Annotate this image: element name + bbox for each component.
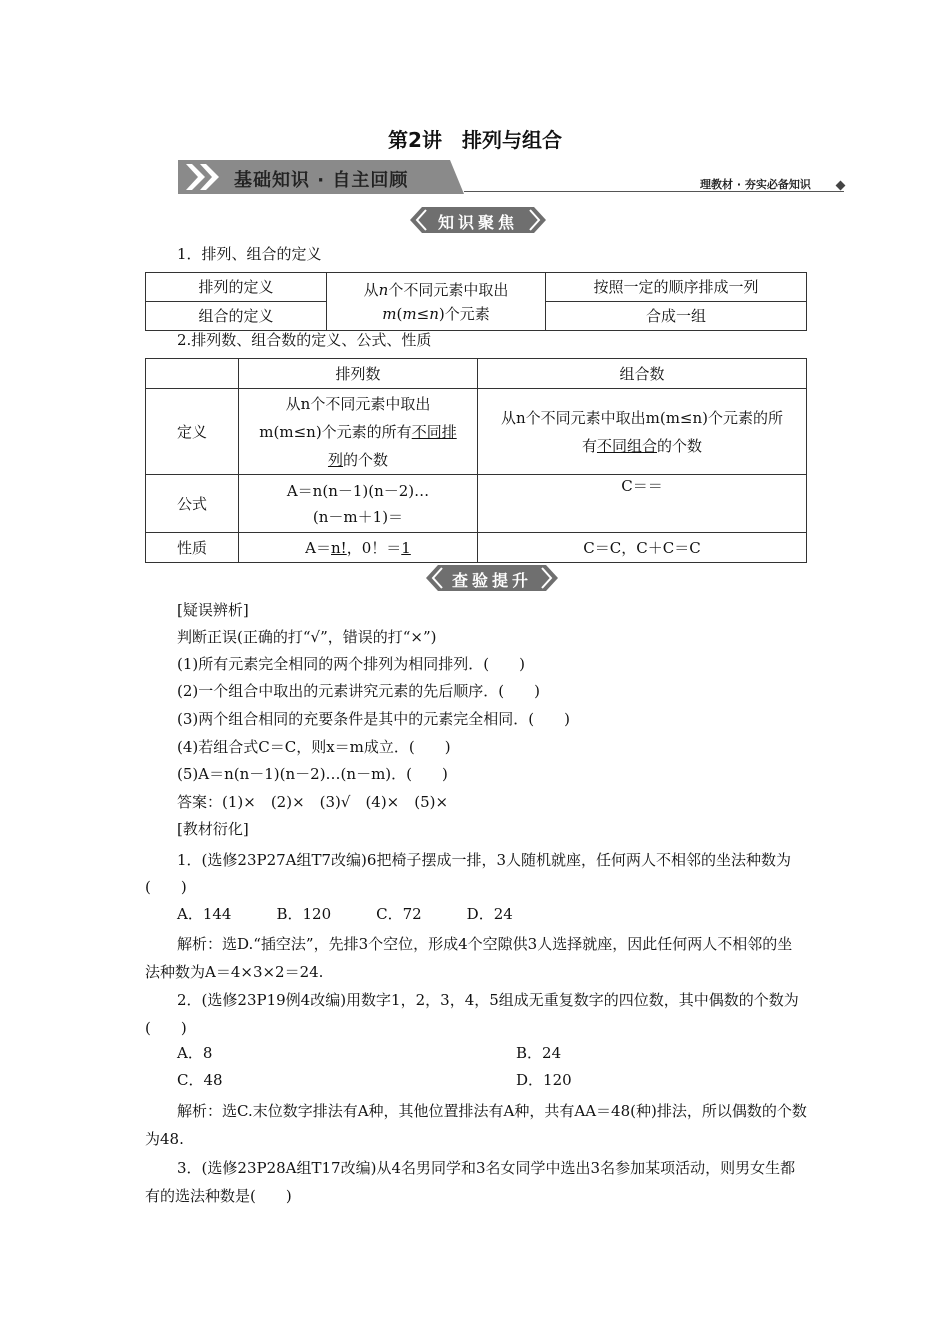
label-misconception: [疑误辨析] [177, 601, 249, 619]
question-2: 2．(选修23P19例4改编)用数字1，2，3，4，5组成无重复数字的四位数，其中偶数的个数为( ) [145, 991, 799, 1037]
header-blank [146, 359, 239, 389]
row-property-label: 性质 [146, 533, 239, 563]
row-def-label: 定义 [146, 389, 239, 475]
label-textbook: [教材衍化] [177, 820, 249, 838]
section1-heading: 1．排列、组合的定义 [177, 245, 322, 263]
formula-comb-cell: C＝＝ [478, 475, 807, 533]
def-comb-cell: 从n个不同元素中取出m(m≤n)个元素的所 有不同组合的个数 [478, 389, 807, 475]
judge-item-3: (3)两个组合相同的充要条件是其中的元素完全相同．( ) [177, 710, 570, 728]
row-formula-label: 公式 [146, 475, 239, 533]
formula-perm-cell: A＝n(n－1)(n－2)… (n－m＋1)＝ [239, 475, 478, 533]
question-1: 1．(选修23P27A组T7改编)6把椅子摆成一排，3人随机就座，任何两人不相邻的坐法种数为( ) [145, 851, 791, 896]
formula-table [145, 358, 807, 563]
pill-label-check: 查验提升 [451, 571, 532, 590]
option-2c: C．48 [177, 1071, 223, 1089]
prop-perm-cell: A＝n!，0！＝1 [239, 533, 478, 563]
judge-item-5: (5)A＝n(n－1)(n－2)…(n－m)．( ) [177, 765, 448, 783]
question-3: 3．(选修23P28A组T17改编)从4名男同学和3名女同学中选出3名参加某项活动，则男女生都有的选法种数是( ) [145, 1159, 796, 1205]
banner-label: 基础知识 · 自主回顾 [234, 170, 409, 191]
question-1-solution: 解析：选D.“插空法”，先排3个空位，形成4个空隙供3人选择就座，因此任何两人不相邻的坐法种数为A＝4×3×2＝24. [145, 935, 793, 981]
def-perm-cell: 从n个不同元素中取出 m(m≤n)个元素的所有不同排 列的个数 [239, 389, 478, 475]
cell-comb-def: 组合的定义 [146, 302, 327, 331]
section2-heading: 2.排列数、组合数的定义、公式、性质 [177, 331, 432, 349]
option-2a: A．8 [177, 1044, 213, 1062]
pill-label-knowledge: 知识聚焦 [437, 213, 518, 232]
prop-comb-cell: C＝C，C＋C＝C [478, 533, 807, 563]
option-2b: B．24 [516, 1044, 562, 1062]
header-perm: 排列数 [239, 359, 478, 389]
definition-table [145, 272, 807, 331]
question-2-solution: 解析：选C.末位数字排法有A种，其他位置排法有A种，共有AA＝48(种)排法，所以偶数的个数为48. [145, 1102, 807, 1148]
cell-perm-def: 排列的定义 [146, 273, 327, 302]
cell-perm-action: 按照一定的顺序排成一列 [546, 273, 807, 302]
judge-item-2: (2)一个组合中取出的元素讲究元素的先后顺序．( ) [177, 682, 540, 700]
page-title: 第2讲 排列与组合 [388, 128, 562, 152]
header-comb: 组合数 [478, 359, 807, 389]
cell-shared-def: 从n个不同元素中取出 m(m≤n)个元素 [327, 273, 546, 331]
question-1-options: A．144 B．120 C．72 D．24 [177, 905, 513, 923]
judge-item-1: (1)所有元素完全相同的两个排列为相同排列．( ) [177, 655, 525, 673]
judge-instruction: 判断正误(正确的打“√”，错误的打“×”) [177, 628, 437, 646]
judge-item-4: (4)若组合式C＝C，则x＝m成立．( ) [177, 738, 451, 756]
banner-subtitle: 理教材 · 夯实必备知识 [700, 178, 811, 191]
judge-answer: 答案：(1)× (2)× (3)√ (4)× (5)× [177, 793, 449, 811]
cell-comb-action: 合成一组 [546, 302, 807, 331]
option-2d: D．120 [516, 1071, 572, 1089]
diamond-icon [836, 181, 846, 191]
